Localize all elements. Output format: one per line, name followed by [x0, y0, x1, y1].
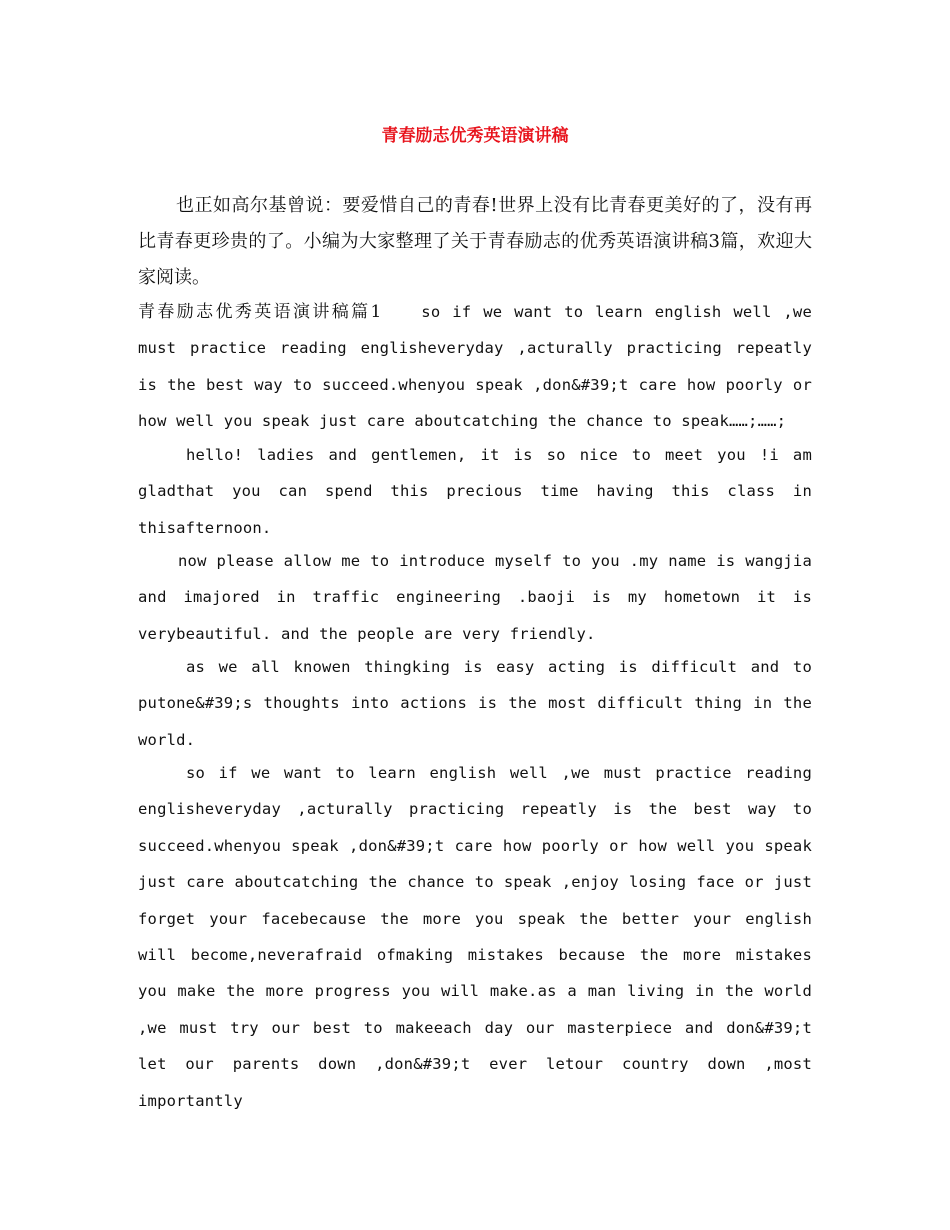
paragraph-greeting: hello! ladies and gentlemen, it is so nice to meet you !i am gladthat you can spend this precious time having this class in thisafternoon. — [138, 446, 812, 537]
paragraph-thoughts: as we all knowen thingking is easy acting is difficult and to putone&#39;s thoughts into actions is the most difficult thing in the world. — [138, 658, 812, 749]
section-1-heading: 青春励志优秀英语演讲稿篇1 — [138, 302, 382, 322]
section-1-text: so if we want to learn english well ,we must practice reading englisheveryday ,acturally practicing repeatly is the best way to succeed.whenyou speak ,don&#39;t care how poorly or how well you speak just care aboutcatching the chance to speak……;……; — [138, 303, 812, 431]
paragraph-introduction: now please allow me to introduce myself to you .my name is wangjia and imajored in traffic engineering .baoji is my hometown it is verybeautiful. and the people are very friendly. — [138, 552, 812, 643]
paragraph-learning-english: so if we want to learn english well ,we must practice reading englisheveryday ,acturally practicing repeatly is the best way to succeed.whenyou speak ,don&#39;t care how poorly or how well you speak just care aboutcatching the chance to speak ,enjoy losing face or just forget your facebecause the more you speak the better your english will become,neverafraid ofmaking mistakes because the more mistakes you make the more progress you will make.as a man living in the world ,we must try our best to makeeach day our masterpiece and don&#39;t let our parents down ,don&#39;t ever letour country down ,most importantly — [138, 764, 812, 1110]
section-1-block — [138, 294, 812, 440]
document-title: 青春励志优秀英语演讲稿 — [381, 126, 569, 146]
intro-paragraph: 也正如高尔基曾说：要爱惜自己的青春!世界上没有比青春更美好的了，没有再比青春更珍贵的了。小编为大家整理了关于青春励志的优秀英语演讲稿3篇，欢迎大家阅读。 — [138, 195, 812, 288]
